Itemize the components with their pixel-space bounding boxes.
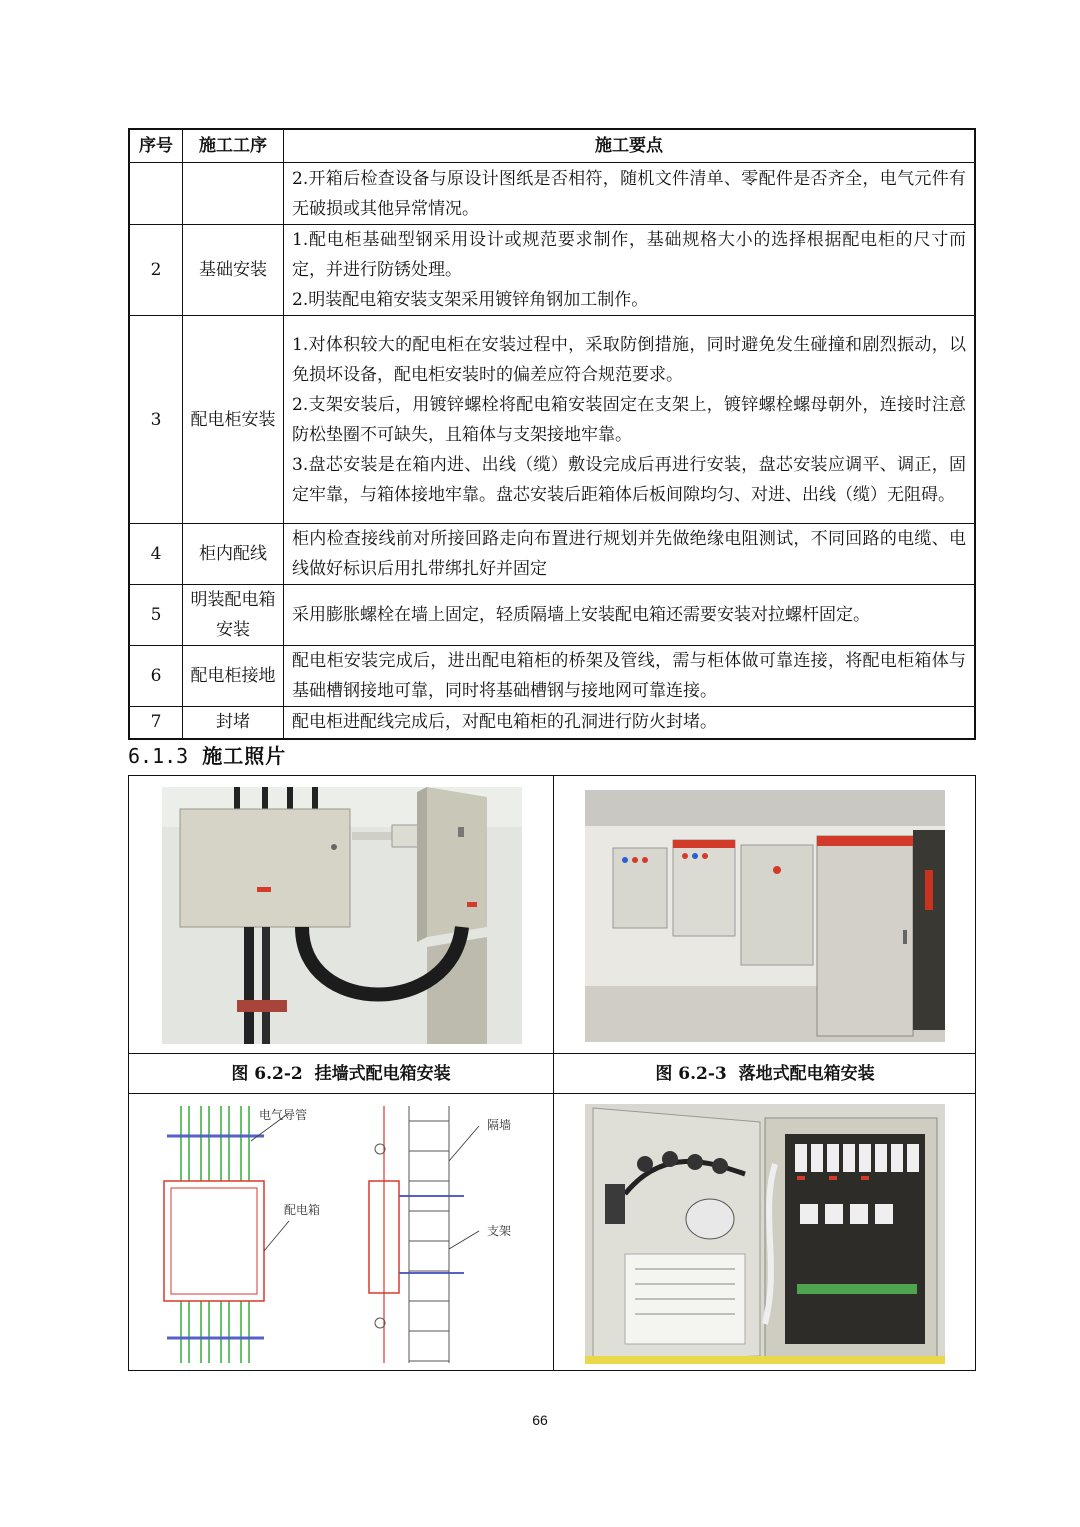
row-process: 配电柜安装 <box>183 316 284 524</box>
table-row <box>129 707 975 739</box>
drawing-label-box: 配电箱 <box>284 1203 321 1217</box>
row-process: 明装配电箱安装 <box>183 585 284 646</box>
row-points <box>284 646 976 707</box>
floor-standing-cabinet-photo <box>585 790 945 1042</box>
row-points <box>284 163 976 225</box>
construction-steps-table <box>128 128 976 740</box>
point-text: 配电柜进配线完成后，对配电箱柜的孔洞进行防火封堵。 <box>292 712 717 733</box>
row-points <box>284 316 976 524</box>
photo-grid <box>128 775 976 1371</box>
figure-caption-floor-cabinet <box>553 1054 977 1094</box>
row-no: 4 <box>129 524 183 585</box>
point-text: 2.开箱后检查设备与原设计图纸是否相符，随机文件清单、零配件是否齐全，电气元件有无破损或其他异常情况。 <box>292 168 966 219</box>
table-row <box>129 225 975 316</box>
installation-drawing <box>159 1101 549 1365</box>
table-row <box>129 646 975 707</box>
point-text: 2.支架安装后，用镀锌螺栓将配电箱安装固定在支架上，镀锌螺栓螺母朝外，连接时注意防松垫圈不可缺失，且箱体与支架接地牢靠。 <box>292 394 966 445</box>
figure-number: 图 6.2-2 <box>231 1064 303 1084</box>
point-text: 柜内检查接线前对所接回路走向布置进行规划并先做绝缘电阻测试，不同回路的电缆、电线做好标识后用扎带绑扎好并固定 <box>292 529 966 579</box>
point-text: 3.盘芯安装是在箱内进、出线（缆）敷设完成后再进行安装，盘芯安装应调平、调正，固定牢靠，与箱体接地牢靠。盘芯安装后距箱体后板间隙均匀、对进、出线（缆）无阻碍。 <box>292 454 966 505</box>
row-process <box>183 163 284 225</box>
row-points <box>284 585 976 646</box>
point-text: 配电柜安装完成后，进出配电箱柜的桥架及管线，需与柜体做可靠连接，将配电柜箱体与基础槽钢接地可靠，同时将基础槽钢与接地网可靠连接。 <box>292 651 966 701</box>
row-no: 5 <box>129 585 183 646</box>
row-no: 6 <box>129 646 183 707</box>
point-text: 采用膨胀螺栓在墙上固定，轻质隔墙上安装配电箱还需要安装对拉螺杆固定。 <box>292 605 870 625</box>
drawing-label-wall: 隔墙 <box>487 1118 512 1132</box>
wall-mounted-box-photo <box>162 787 522 1044</box>
page-number: 66 <box>532 1412 548 1428</box>
row-process: 配电柜接地 <box>183 646 284 707</box>
header-process: 施工工序 <box>183 129 284 163</box>
figure-title: 落地式配电箱安装 <box>738 1064 875 1084</box>
row-points <box>284 225 976 316</box>
table-row <box>129 163 975 225</box>
header-points: 施工要点 <box>284 129 976 163</box>
row-points <box>284 524 976 585</box>
row-process: 基础安装 <box>183 225 284 316</box>
figure-caption-wall-box <box>129 1054 553 1094</box>
section-title: 施工照片 <box>202 744 287 768</box>
row-process: 柜内配线 <box>183 524 284 585</box>
table-row <box>129 585 975 646</box>
point-text: 1.配电柜基础型钢采用设计或规范要求制作，基础规格大小的选择根据配电柜的尺寸而定，并进行防锈处理。 <box>292 230 966 280</box>
point-text: 1.对体积较大的配电柜在安装过程中，采取防倒措施，同时避免发生碰撞和剧烈振动，以免损坏设备，配电柜安装时的偏差应符合规范要求。 <box>292 334 966 385</box>
row-process: 封堵 <box>183 707 284 739</box>
row-no: 3 <box>129 316 183 524</box>
header-no: 序号 <box>129 129 183 163</box>
section-heading <box>128 740 286 769</box>
figure-number: 图 6.2-3 <box>655 1064 727 1084</box>
drawing-label-bracket: 支架 <box>487 1224 512 1238</box>
table-row <box>129 524 975 585</box>
table-header-row <box>129 129 975 163</box>
open-panel-photo <box>585 1104 945 1364</box>
row-no: 7 <box>129 707 183 739</box>
row-points <box>284 707 976 739</box>
point-text: 2.明装配电箱安装支架采用镀锌角钢加工制作。 <box>292 290 649 310</box>
row-no <box>129 163 183 225</box>
drawing-label-conduit: 电气导管 <box>259 1108 308 1122</box>
figure-title: 挂墙式配电箱安装 <box>314 1064 451 1084</box>
table-row <box>129 316 975 524</box>
section-number: 6.1.3 <box>128 744 189 768</box>
row-no: 2 <box>129 225 183 316</box>
